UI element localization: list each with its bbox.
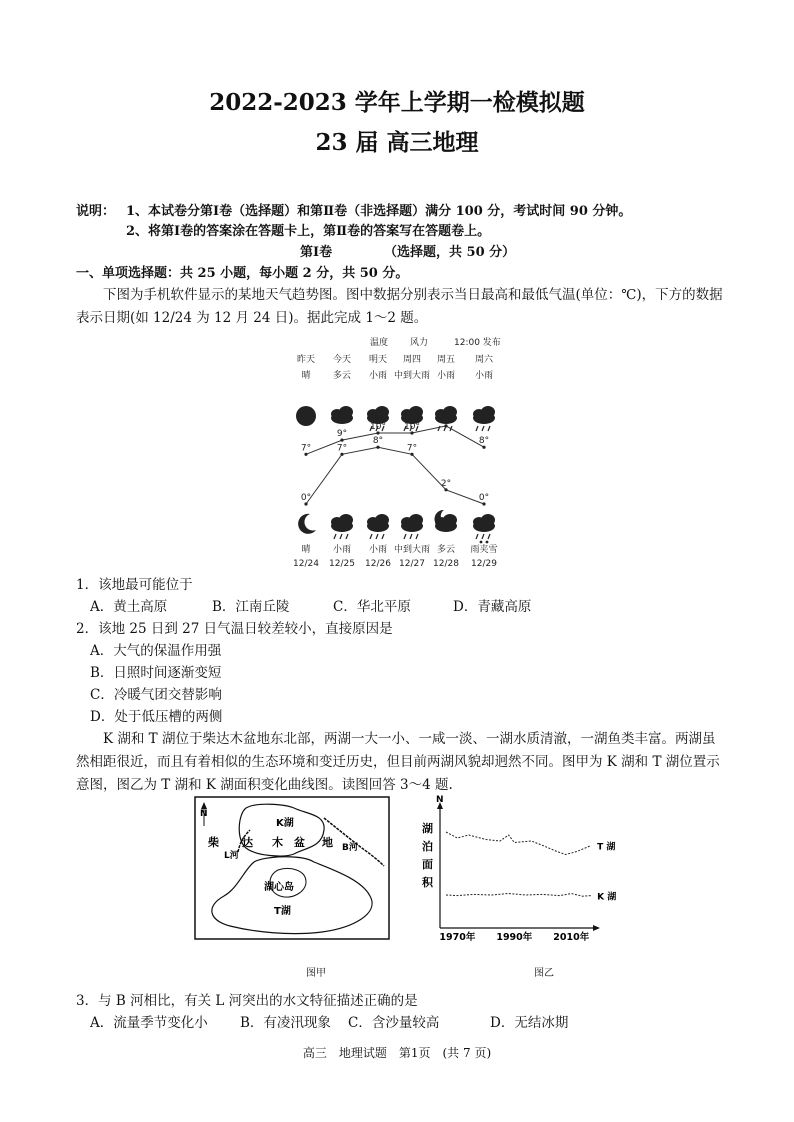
- date-label: 12/26: [365, 559, 391, 569]
- b-river-label: B河: [342, 843, 358, 853]
- sleet-cloud-icon: [473, 514, 495, 543]
- low-temperature-label: 7°: [406, 443, 418, 454]
- high-temperature-label: 7°: [300, 443, 312, 454]
- basin-char-2: 达: [242, 836, 253, 849]
- y-axis-label-char: 泊: [422, 840, 433, 853]
- low-temperature-label: 7°: [336, 443, 348, 454]
- moon-cloud-icon: [435, 510, 457, 532]
- high-temperature-label: 10°: [370, 422, 386, 432]
- map-caption: 图甲: [306, 968, 326, 979]
- section-heading: 一、单项选择题：共 25 小题，每小题 2 分，共 50 分。: [76, 266, 409, 281]
- notes-line-2: 2、将第Ⅰ卷的答案涂在答题卡上，第Ⅱ卷的答案写在答题卷上。: [126, 224, 491, 239]
- day-weather-label: 晴: [301, 371, 311, 381]
- high-temperature-label: 11°: [438, 414, 454, 425]
- day-label: 周六: [474, 355, 494, 365]
- t-lake-label: T湖: [274, 906, 291, 917]
- night-weather-label: 多云: [436, 545, 456, 555]
- rain-cloud-icon: [401, 514, 423, 539]
- date-label: 12/27: [399, 559, 425, 569]
- part1-desc: （选择题，共 50 分）: [384, 245, 516, 260]
- day-weather-label: 中到大雨: [393, 371, 431, 381]
- low-temperature-label: 0°: [300, 493, 312, 503]
- notes-label: 说明：: [76, 204, 116, 219]
- night-weather-label: 晴: [301, 545, 311, 555]
- day-label: 今天: [332, 355, 352, 365]
- k-lake-series-line: [446, 894, 591, 897]
- moon-icon: [298, 514, 316, 534]
- q2-option-c: C．冷暖气团交替影响: [90, 687, 222, 703]
- date-label: 12/25: [329, 559, 355, 569]
- q3-option-c: C．含沙量较高: [348, 1015, 440, 1031]
- intro-paragraph-2: K 湖和 T 湖位于柴达木盆地东北部，两湖一大一小、一咸一淡、一湖水质清澈，一湖鱼类丰富。两湖虽然相距很近，而且有着相似的生态环境和变迁历史，但目前两湖风貌却迥然不同。图甲为 K 湖和 T 湖位置示意图，图乙为 T 湖和 K 湖面积变化曲线图。读图回答 3～4 题.: [76, 731, 720, 793]
- x-tick-label: 1970年: [439, 932, 476, 943]
- lake-area-chart: [418, 794, 617, 944]
- q1-option-d: D．青藏高原: [453, 599, 532, 615]
- x-axis-arrow: [593, 925, 600, 931]
- day-weather-label: 小雨: [368, 371, 388, 381]
- x-tick-label: 1990年: [496, 932, 533, 943]
- low-temperature-label: 0°: [478, 493, 490, 503]
- q1-option-a: A．黄土高原: [90, 599, 168, 615]
- sun-icon: [296, 406, 316, 426]
- high-temperature-label: 10°: [404, 422, 420, 432]
- q1-stem: 1．该地最可能位于: [76, 577, 193, 593]
- q1-option-c: C．华北平原: [333, 599, 411, 615]
- basin-char-1: 柴: [208, 836, 219, 849]
- cloud-icon: [331, 406, 353, 424]
- day-label: 明天: [368, 355, 388, 365]
- basin-char-5: 地: [322, 836, 333, 849]
- page-footer: 高三 地理试题 第1页 (共 7 页): [302, 1046, 492, 1060]
- day-label: 周四: [402, 355, 422, 365]
- low-temperature-line: [306, 447, 484, 504]
- day-label: 周五: [436, 355, 456, 365]
- day-weather-label: 多云: [332, 371, 352, 381]
- date-label: 12/29: [471, 559, 497, 569]
- basin-char-3: 木: [272, 836, 283, 849]
- wind-header: 风力: [410, 338, 429, 348]
- y-axis-label-char: 湖: [422, 822, 433, 835]
- x-tick-label: 2010年: [553, 932, 590, 943]
- y-axis-marker: N: [436, 795, 444, 805]
- island-label: 湖心岛: [264, 882, 294, 893]
- high-temperature-label: 8°: [478, 436, 490, 447]
- chart-caption: 图乙: [534, 968, 554, 979]
- k-lake-series-label: K 湖: [597, 892, 617, 903]
- q2-stem: 2．该地 25 日到 27 日气温日较差较小，直接原因是: [76, 621, 393, 637]
- q2-option-b: B．日照时间逐渐变短: [90, 665, 222, 681]
- q3-stem: 3．与 B 河相比，有关 L 河突出的水文特征描述正确的是: [76, 993, 418, 1009]
- release-time-header: 12:00 发布: [454, 338, 501, 348]
- part1-label: 第Ⅰ卷: [300, 245, 333, 260]
- lake-location-map: [194, 796, 390, 940]
- rain-cloud-icon: [473, 406, 495, 431]
- q2-option-d: D．处于低压槽的两侧: [90, 709, 223, 725]
- map-north-label: N: [200, 809, 208, 819]
- weather-trend-figure: [288, 336, 508, 572]
- y-axis-label-char: 积: [422, 876, 433, 889]
- day-weather-label: 小雨: [474, 371, 494, 381]
- low-temperature-label: 2°: [440, 478, 452, 489]
- low-temperature-label: 8°: [372, 436, 384, 447]
- temperature-header: 温度: [370, 338, 389, 348]
- exam-title: 2022-2023 学年上学期一检模拟题: [209, 89, 585, 116]
- rain-cloud-icon: [331, 514, 353, 539]
- t-lake-series-line: [446, 832, 591, 855]
- t-lake-series-label: T 湖: [597, 842, 616, 853]
- notes-line-1: 1、本试卷分第Ⅰ卷（选择题）和第Ⅱ卷（非选择题）满分 100 分，考试时间 90 分钟。: [126, 204, 632, 219]
- night-weather-label: 小雨: [368, 545, 388, 555]
- date-label: 12/28: [433, 559, 459, 569]
- q3-option-a: A．流量季节变化小: [90, 1015, 208, 1031]
- basin-char-4: 盆: [294, 836, 305, 849]
- intro-paragraph-1: 下图为手机软件显示的某地天气趋势图。图中数据分别表示当日最高和最低气温(单位：℃)，下方的数据表示日期(如 12/24 为 12 月 24 日)。据此完成 1～2 题。: [76, 287, 723, 326]
- high-temperature-label: 9°: [336, 429, 348, 440]
- rain-cloud-icon: [367, 514, 389, 539]
- day-label: 昨天: [296, 355, 316, 365]
- date-label: 12/24: [293, 559, 319, 569]
- high-temperature-line: [306, 426, 484, 454]
- l-river-label: L河: [224, 851, 239, 861]
- exam-subtitle: 23 届 高三地理: [315, 129, 479, 156]
- q3-option-b: B．有凌汛现象: [240, 1015, 331, 1031]
- y-axis-label-char: 面: [422, 858, 433, 871]
- k-lake-label: K湖: [276, 818, 294, 829]
- night-weather-label: 中到大雨: [393, 545, 431, 555]
- q2-option-a: A．大气的保温作用强: [90, 643, 222, 659]
- q1-option-b: B．江南丘陵: [212, 599, 290, 615]
- q3-option-d: D．无结冰期: [490, 1015, 569, 1031]
- night-weather-label: 小雨: [332, 545, 352, 555]
- night-weather-label: 雨夹雪: [470, 545, 498, 555]
- day-weather-label: 小雨: [436, 371, 456, 381]
